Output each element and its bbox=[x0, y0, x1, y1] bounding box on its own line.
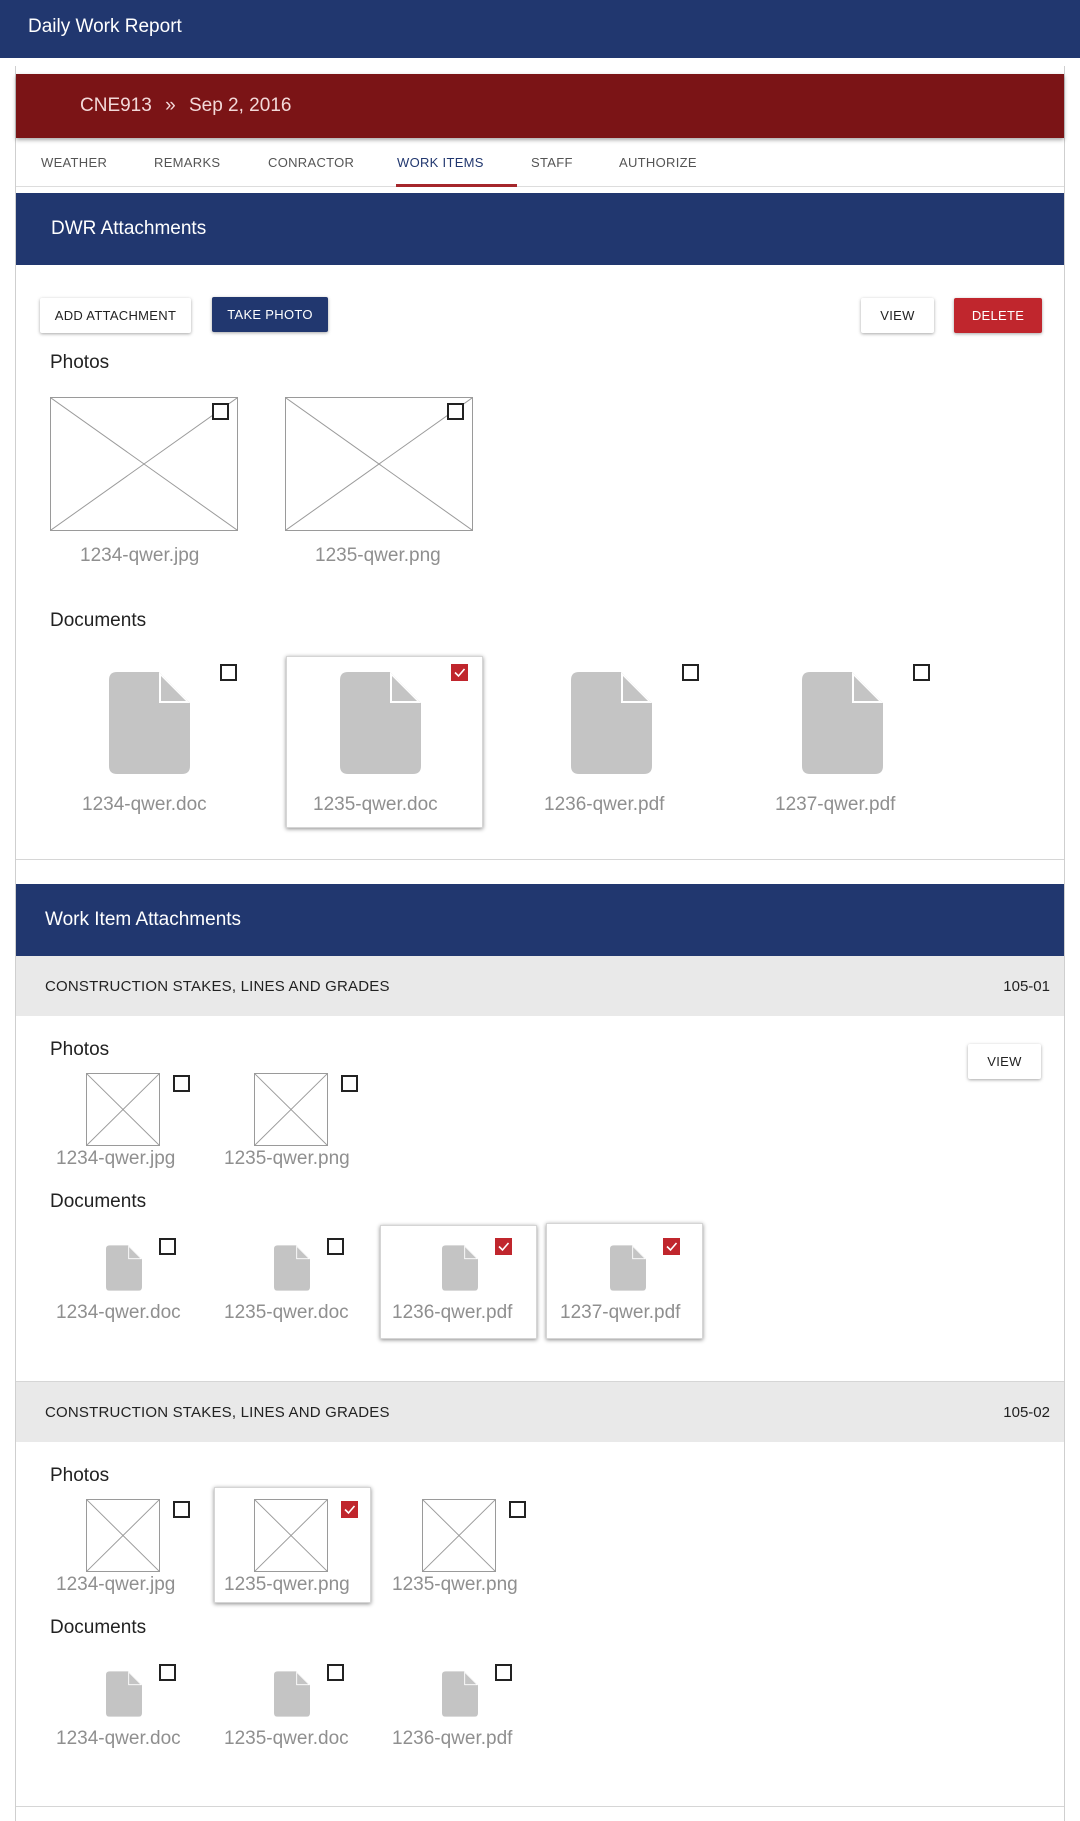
photo-filename: 1234-qwer.jpg bbox=[80, 545, 200, 566]
tab-work-items[interactable]: WORK ITEMS bbox=[397, 155, 484, 170]
document-icon bbox=[442, 1671, 478, 1717]
document-filename: 1236-qwer.pdf bbox=[544, 794, 665, 815]
tab-bar bbox=[16, 140, 1064, 187]
document-filename: 1237-qwer.pdf bbox=[560, 1302, 681, 1323]
document-filename: 1234-qwer.doc bbox=[56, 1728, 181, 1749]
document-filename: 1237-qwer.pdf bbox=[775, 794, 896, 815]
photo-checkbox-checked[interactable] bbox=[341, 1501, 358, 1518]
photo-filename: 1235-qwer.png bbox=[224, 1574, 350, 1595]
documents-label: Documents bbox=[50, 610, 147, 631]
breadcrumb-separator: » bbox=[165, 95, 176, 116]
document-icon bbox=[106, 1245, 142, 1291]
view-button[interactable]: VIEW bbox=[968, 1044, 1041, 1079]
photo-checkbox[interactable] bbox=[173, 1501, 190, 1518]
project-bar bbox=[16, 74, 1064, 138]
photo-filename: 1235-qwer.png bbox=[392, 1574, 518, 1595]
document-checkbox[interactable] bbox=[159, 1664, 176, 1681]
document-filename: 1235-qwer.doc bbox=[224, 1302, 349, 1323]
document-checkbox[interactable] bbox=[913, 664, 930, 681]
document-filename: 1234-qwer.doc bbox=[82, 794, 207, 815]
document-icon bbox=[610, 1245, 646, 1291]
work-item-name: CONSTRUCTION STAKES, LINES AND GRADES bbox=[45, 1404, 390, 1421]
documents-label: Documents bbox=[50, 1191, 147, 1212]
view-button[interactable]: VIEW bbox=[861, 298, 934, 333]
delete-button[interactable]: DELETE bbox=[954, 298, 1042, 333]
work-item-code: 105-02 bbox=[1003, 1404, 1050, 1421]
document-checkbox[interactable] bbox=[682, 664, 699, 681]
document-icon bbox=[340, 672, 421, 774]
document-checkbox-checked[interactable] bbox=[495, 1238, 512, 1255]
report-date: Sep 2, 2016 bbox=[188, 95, 292, 116]
image-placeholder-icon[interactable] bbox=[285, 397, 473, 531]
tab-authorize[interactable]: AUTHORIZE bbox=[619, 155, 697, 170]
photo-checkbox[interactable] bbox=[173, 1075, 190, 1092]
work-item-group-header[interactable] bbox=[16, 956, 1064, 1016]
document-icon bbox=[109, 672, 190, 774]
photo-checkbox[interactable] bbox=[212, 403, 229, 420]
section-title: Work Item Attachments bbox=[45, 909, 242, 930]
dwr-attachments-header bbox=[16, 193, 1064, 265]
take-photo-button[interactable]: TAKE PHOTO bbox=[212, 297, 328, 332]
image-placeholder-icon[interactable] bbox=[254, 1499, 328, 1572]
work-item-group-header[interactable] bbox=[16, 1382, 1064, 1442]
app-title: Daily Work Report bbox=[28, 16, 182, 37]
document-icon bbox=[274, 1245, 310, 1291]
active-tab-indicator bbox=[396, 184, 517, 187]
document-checkbox[interactable] bbox=[159, 1238, 176, 1255]
section-title: DWR Attachments bbox=[51, 218, 207, 239]
project-id[interactable]: CNE913 bbox=[80, 95, 152, 116]
photos-label: Photos bbox=[50, 1465, 110, 1486]
photo-filename: 1235-qwer.png bbox=[224, 1148, 350, 1169]
tab-remarks[interactable]: REMARKS bbox=[154, 155, 221, 170]
photo-filename: 1234-qwer.jpg bbox=[56, 1148, 176, 1169]
photo-filename: 1235-qwer.png bbox=[315, 545, 441, 566]
section-divider bbox=[16, 859, 1064, 860]
document-filename: 1235-qwer.doc bbox=[313, 794, 438, 815]
document-icon bbox=[106, 1671, 142, 1717]
app-bar bbox=[0, 0, 1080, 58]
image-placeholder-icon[interactable] bbox=[50, 397, 238, 531]
work-item-code: 105-01 bbox=[1003, 978, 1050, 995]
photo-checkbox[interactable] bbox=[341, 1075, 358, 1092]
breadcrumb bbox=[80, 95, 291, 117]
tab-contractor[interactable]: CONRACTOR bbox=[268, 155, 355, 170]
document-icon bbox=[571, 672, 652, 774]
document-checkbox-checked[interactable] bbox=[663, 1238, 680, 1255]
photo-checkbox[interactable] bbox=[447, 403, 464, 420]
group-divider bbox=[16, 1806, 1064, 1807]
photos-label: Photos bbox=[50, 1039, 110, 1060]
document-filename: 1236-qwer.pdf bbox=[392, 1728, 513, 1749]
work-item-name: CONSTRUCTION STAKES, LINES AND GRADES bbox=[45, 978, 390, 995]
document-filename: 1236-qwer.pdf bbox=[392, 1302, 513, 1323]
image-placeholder-icon[interactable] bbox=[422, 1499, 496, 1572]
photo-filename: 1234-qwer.jpg bbox=[56, 1574, 176, 1595]
document-checkbox[interactable] bbox=[220, 664, 237, 681]
tab-weather[interactable]: WEATHER bbox=[41, 155, 108, 170]
document-filename: 1234-qwer.doc bbox=[56, 1302, 181, 1323]
image-placeholder-icon[interactable] bbox=[86, 1073, 160, 1146]
document-filename: 1235-qwer.doc bbox=[224, 1728, 349, 1749]
tab-staff[interactable]: STAFF bbox=[531, 155, 573, 170]
document-checkbox[interactable] bbox=[495, 1664, 512, 1681]
photos-label: Photos bbox=[50, 352, 110, 373]
add-attachment-button[interactable]: ADD ATTACHMENT bbox=[40, 298, 191, 333]
documents-label: Documents bbox=[50, 1617, 147, 1638]
work-item-attachments-header bbox=[16, 884, 1064, 956]
document-icon bbox=[442, 1245, 478, 1291]
image-placeholder-icon[interactable] bbox=[254, 1073, 328, 1146]
document-icon bbox=[802, 672, 883, 774]
photo-checkbox[interactable] bbox=[509, 1501, 526, 1518]
document-icon bbox=[274, 1671, 310, 1717]
document-checkbox[interactable] bbox=[327, 1664, 344, 1681]
image-placeholder-icon[interactable] bbox=[86, 1499, 160, 1572]
document-checkbox[interactable] bbox=[327, 1238, 344, 1255]
document-checkbox-checked[interactable] bbox=[451, 664, 468, 681]
